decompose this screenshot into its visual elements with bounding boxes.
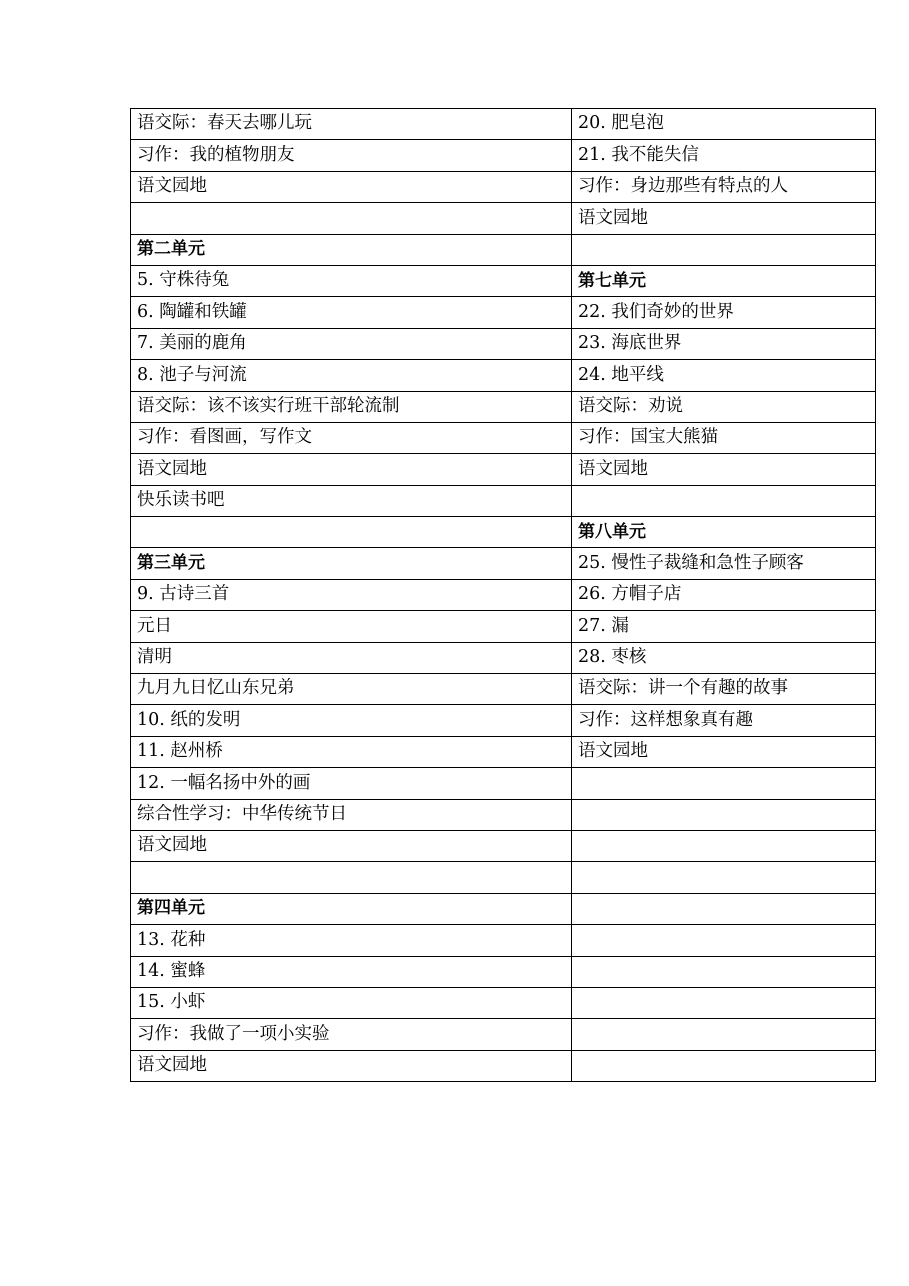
right-cell: 24. 地平线 xyxy=(572,360,876,391)
left-cell: 13. 花种 xyxy=(131,925,572,956)
right-cell xyxy=(572,830,876,861)
table-row xyxy=(131,454,876,485)
left-cell: 15. 小虾 xyxy=(131,987,572,1018)
left-cell: 综合性学习：中华传统节日 xyxy=(131,799,572,830)
table-row xyxy=(131,548,876,579)
right-cell: 语交际：讲一个有趣的故事 xyxy=(572,674,876,705)
left-cell: 5. 守株待兔 xyxy=(131,265,572,296)
right-cell xyxy=(572,862,876,893)
left-cell: 语文园地 xyxy=(131,1050,572,1081)
right-cell xyxy=(572,893,876,924)
left-cell: 九月九日忆山东兄弟 xyxy=(131,674,572,705)
right-cell-unit-heading: 第八单元 xyxy=(572,517,876,548)
right-cell xyxy=(572,925,876,956)
table-row xyxy=(131,925,876,956)
right-cell xyxy=(572,987,876,1018)
left-cell: 7. 美丽的鹿角 xyxy=(131,328,572,359)
left-cell xyxy=(131,203,572,234)
table-row xyxy=(131,328,876,359)
table-row xyxy=(131,642,876,673)
table-row xyxy=(131,956,876,987)
left-cell xyxy=(131,517,572,548)
left-cell: 14. 蜜蜂 xyxy=(131,956,572,987)
table-of-contents xyxy=(130,108,876,1082)
table-row xyxy=(131,485,876,516)
left-cell: 习作：我的植物朋友 xyxy=(131,140,572,171)
right-cell: 27. 漏 xyxy=(572,611,876,642)
right-cell xyxy=(572,485,876,516)
table-row xyxy=(131,862,876,893)
left-cell: 元日 xyxy=(131,611,572,642)
left-cell: 11. 赵州桥 xyxy=(131,736,572,767)
left-cell: 语文园地 xyxy=(131,454,572,485)
table-row xyxy=(131,391,876,422)
left-cell: 清明 xyxy=(131,642,572,673)
table-row xyxy=(131,736,876,767)
right-cell: 习作：身边那些有特点的人 xyxy=(572,171,876,202)
left-cell: 语文园地 xyxy=(131,830,572,861)
left-cell: 习作：看图画，写作文 xyxy=(131,422,572,453)
table-row xyxy=(131,987,876,1018)
right-cell xyxy=(572,768,876,799)
table-row xyxy=(131,830,876,861)
left-cell: 习作：我做了一项小实验 xyxy=(131,1019,572,1050)
right-cell: 21. 我不能失信 xyxy=(572,140,876,171)
left-cell-unit-heading: 第二单元 xyxy=(131,234,572,265)
right-cell: 23. 海底世界 xyxy=(572,328,876,359)
table-row xyxy=(131,893,876,924)
right-cell xyxy=(572,234,876,265)
right-cell: 语文园地 xyxy=(572,736,876,767)
right-cell: 语文园地 xyxy=(572,203,876,234)
left-cell xyxy=(131,862,572,893)
table-row xyxy=(131,611,876,642)
table-row xyxy=(131,705,876,736)
table-row xyxy=(131,799,876,830)
left-cell-unit-heading: 第三单元 xyxy=(131,548,572,579)
right-cell-unit-heading: 第七单元 xyxy=(572,265,876,296)
table-row xyxy=(131,422,876,453)
document-page xyxy=(130,108,875,1082)
table-row xyxy=(131,203,876,234)
table-row xyxy=(131,360,876,391)
right-cell xyxy=(572,956,876,987)
right-cell: 20. 肥皂泡 xyxy=(572,109,876,140)
table-row xyxy=(131,265,876,296)
table-row xyxy=(131,674,876,705)
table-row xyxy=(131,297,876,328)
right-cell: 语交际：劝说 xyxy=(572,391,876,422)
table-row xyxy=(131,579,876,610)
left-cell: 9. 古诗三首 xyxy=(131,579,572,610)
right-cell: 习作：这样想象真有趣 xyxy=(572,705,876,736)
right-cell: 26. 方帽子店 xyxy=(572,579,876,610)
right-cell: 习作：国宝大熊猫 xyxy=(572,422,876,453)
left-cell-unit-heading: 第四单元 xyxy=(131,893,572,924)
table-body xyxy=(131,109,876,1082)
table-row xyxy=(131,1050,876,1081)
right-cell xyxy=(572,1050,876,1081)
table-row xyxy=(131,1019,876,1050)
right-cell: 28. 枣核 xyxy=(572,642,876,673)
right-cell: 语文园地 xyxy=(572,454,876,485)
left-cell: 语文园地 xyxy=(131,171,572,202)
right-cell xyxy=(572,1019,876,1050)
right-cell xyxy=(572,799,876,830)
left-cell: 10. 纸的发明 xyxy=(131,705,572,736)
left-cell: 6. 陶罐和铁罐 xyxy=(131,297,572,328)
table-row xyxy=(131,234,876,265)
left-cell: 语交际：该不该实行班干部轮流制 xyxy=(131,391,572,422)
table-row xyxy=(131,517,876,548)
right-cell: 22. 我们奇妙的世界 xyxy=(572,297,876,328)
table-row xyxy=(131,140,876,171)
table-row xyxy=(131,109,876,140)
right-cell: 25. 慢性子裁缝和急性子顾客 xyxy=(572,548,876,579)
left-cell: 快乐读书吧 xyxy=(131,485,572,516)
table-row xyxy=(131,768,876,799)
left-cell: 8. 池子与河流 xyxy=(131,360,572,391)
left-cell: 语交际：春天去哪儿玩 xyxy=(131,109,572,140)
left-cell: 12. 一幅名扬中外的画 xyxy=(131,768,572,799)
table-row xyxy=(131,171,876,202)
